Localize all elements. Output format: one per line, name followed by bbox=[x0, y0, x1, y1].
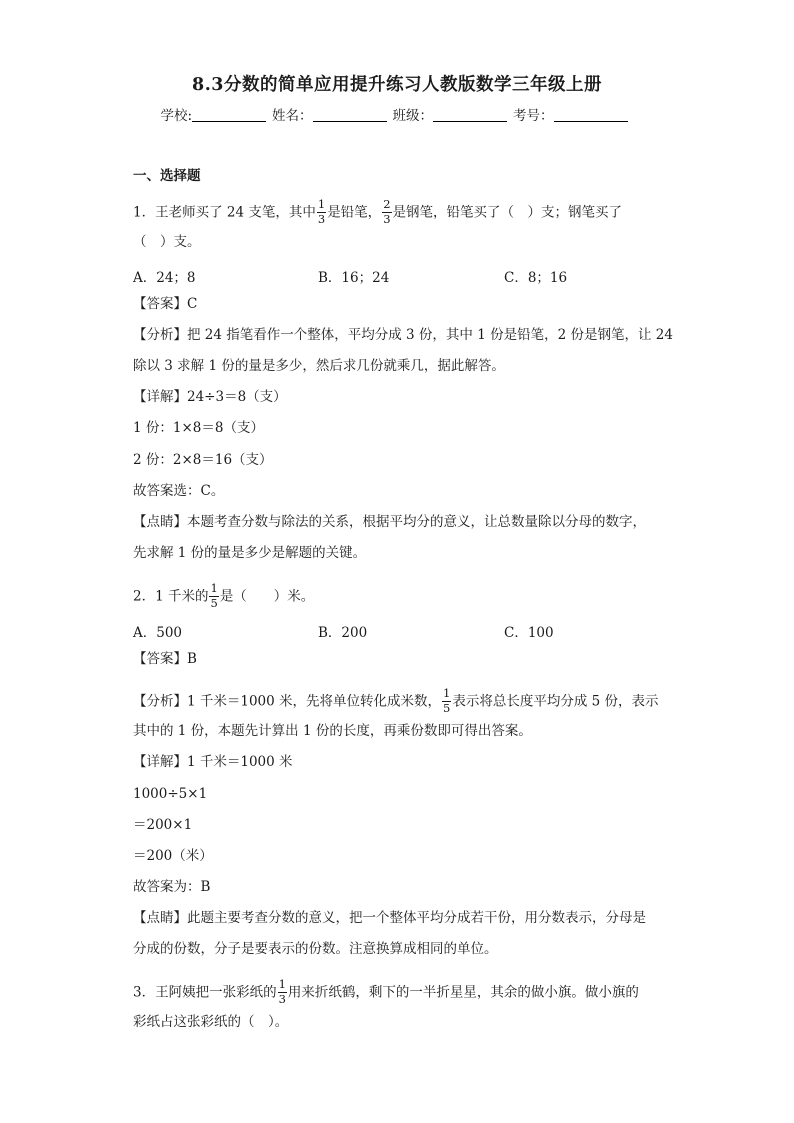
q2-analysis-text-a: 【分析】1 千米＝1000 米，先将单位转化成米数， bbox=[133, 693, 442, 710]
q3-text-b: 用来折纸鹤，剩下的一半折星星，其余的做小旗。做小旗的 bbox=[287, 984, 639, 1001]
q2-analysis-line2: 其中的 1 份，本题先计算出 1 份的长度，再乘份数即可得出答案。 bbox=[133, 723, 532, 739]
q1-answer: 【答案】C bbox=[133, 296, 198, 312]
q1-option-c: C．8；16 bbox=[504, 270, 568, 286]
fraction-numerator: 1 bbox=[317, 197, 326, 211]
fraction-numerator: 1 bbox=[443, 686, 451, 700]
q1-option-a: A．24；8 bbox=[133, 270, 196, 286]
q2-comment-line2: 分成的份数，分子是要表示的份数。注意换算成相同的单位。 bbox=[133, 941, 498, 957]
q1-detail-line4: 故答案选：C。 bbox=[133, 483, 225, 499]
fraction-denominator: 3 bbox=[317, 211, 326, 226]
q2-detail-line1: 【详解】1 千米＝1000 米 bbox=[133, 754, 293, 770]
name-blank bbox=[313, 109, 387, 122]
q2-detail-line2: 1000÷5×1 bbox=[133, 786, 208, 802]
q1-detail-line1: 【详解】24÷3＝8（支） bbox=[133, 389, 287, 405]
number-blank bbox=[554, 109, 628, 122]
q1-stem-cont: （ ）支。 bbox=[133, 234, 201, 250]
q1-comment-line1: 【点睛】本题考查分数与除法的关系，根据平均分的意义，让总数量除以分母的数字， bbox=[133, 514, 646, 530]
q2-detail-line5: 故答案为：B bbox=[133, 879, 211, 895]
class-label: 班级： bbox=[392, 108, 434, 124]
q1-detail-line2: 1 份：1×8＝8（支） bbox=[133, 420, 264, 436]
q2-detail-line3: ＝200×1 bbox=[133, 817, 193, 833]
fraction-denominator: 3 bbox=[278, 991, 286, 1006]
fraction-denominator: 3 bbox=[383, 211, 391, 226]
q1-text-c: 是钢笔，铅笔买了（ ）支；钢笔买了 bbox=[392, 204, 623, 221]
class-blank bbox=[433, 109, 507, 122]
fraction-denominator: 5 bbox=[443, 700, 451, 715]
q1-detail-line3: 2 份：2×8＝16（支） bbox=[133, 452, 273, 468]
number-label: 考号： bbox=[513, 108, 554, 124]
q3-stem bbox=[133, 977, 639, 1006]
q2-comment-line1: 【点睛】此题主要考查分数的意义，把一个整体平均分成若干份，用分数表示，分母是 bbox=[133, 910, 646, 926]
school-label: 学校: bbox=[160, 108, 193, 124]
q1-text-b: 是铅笔， bbox=[327, 204, 382, 221]
student-info-row bbox=[0, 104, 794, 124]
q2-option-a: A．500 bbox=[133, 625, 183, 641]
q2-answer: 【答案】B bbox=[133, 651, 197, 667]
fraction-numerator: 1 bbox=[278, 977, 286, 991]
q2-analysis-line1 bbox=[133, 686, 659, 715]
section-title: 一、选择题 bbox=[133, 168, 201, 184]
q2-fraction bbox=[209, 583, 218, 609]
name-label: 姓名： bbox=[272, 108, 313, 124]
q3-fraction bbox=[278, 979, 287, 1005]
q2-analysis-text-b: 表示将总长度平均分成 5 份，表示 bbox=[452, 693, 659, 710]
q2-stem bbox=[133, 581, 315, 610]
q1-comment-line2: 先求解 1 份的量是多少是解题的关键。 bbox=[133, 545, 367, 561]
q1-analysis-line2: 除以 3 求解 1 份的量是多少，然后求几份就乘几，据此解答。 bbox=[133, 358, 505, 374]
q2-text-a: 2．1 千米的 bbox=[133, 588, 209, 605]
q2-option-c: C．100 bbox=[504, 625, 554, 641]
fraction-numerator: 1 bbox=[210, 581, 218, 595]
school-blank bbox=[192, 109, 266, 122]
q1-analysis-line1: 【分析】把 24 指笔看作一个整体，平均分成 3 份，其中 1 份是铅笔，2 份是钢笔，让 24 bbox=[133, 327, 673, 343]
q3-text-a: 3．王阿姨把一张彩纸的 bbox=[133, 984, 277, 1001]
q1-fraction-2 bbox=[382, 199, 391, 225]
fraction-denominator: 5 bbox=[210, 595, 218, 610]
q2-analysis-fraction bbox=[442, 688, 451, 714]
q2-option-b: B．200 bbox=[318, 625, 368, 641]
q3-stem-cont: 彩纸占这张彩纸的（ ）。 bbox=[133, 1014, 289, 1030]
q2-text-b: 是（ ）米。 bbox=[219, 588, 315, 605]
q1-option-b: B．16；24 bbox=[318, 270, 390, 286]
q1-text-a: 1．王老师买了 24 支笔，其中 bbox=[133, 204, 316, 221]
q1-stem bbox=[133, 197, 623, 226]
page-title: 8.3分数的简单应用提升练习人教版数学三年级上册 bbox=[192, 75, 602, 95]
q2-detail-line4: ＝200（米） bbox=[133, 848, 213, 864]
fraction-numerator: 2 bbox=[383, 197, 391, 211]
q1-fraction-1 bbox=[317, 199, 326, 225]
